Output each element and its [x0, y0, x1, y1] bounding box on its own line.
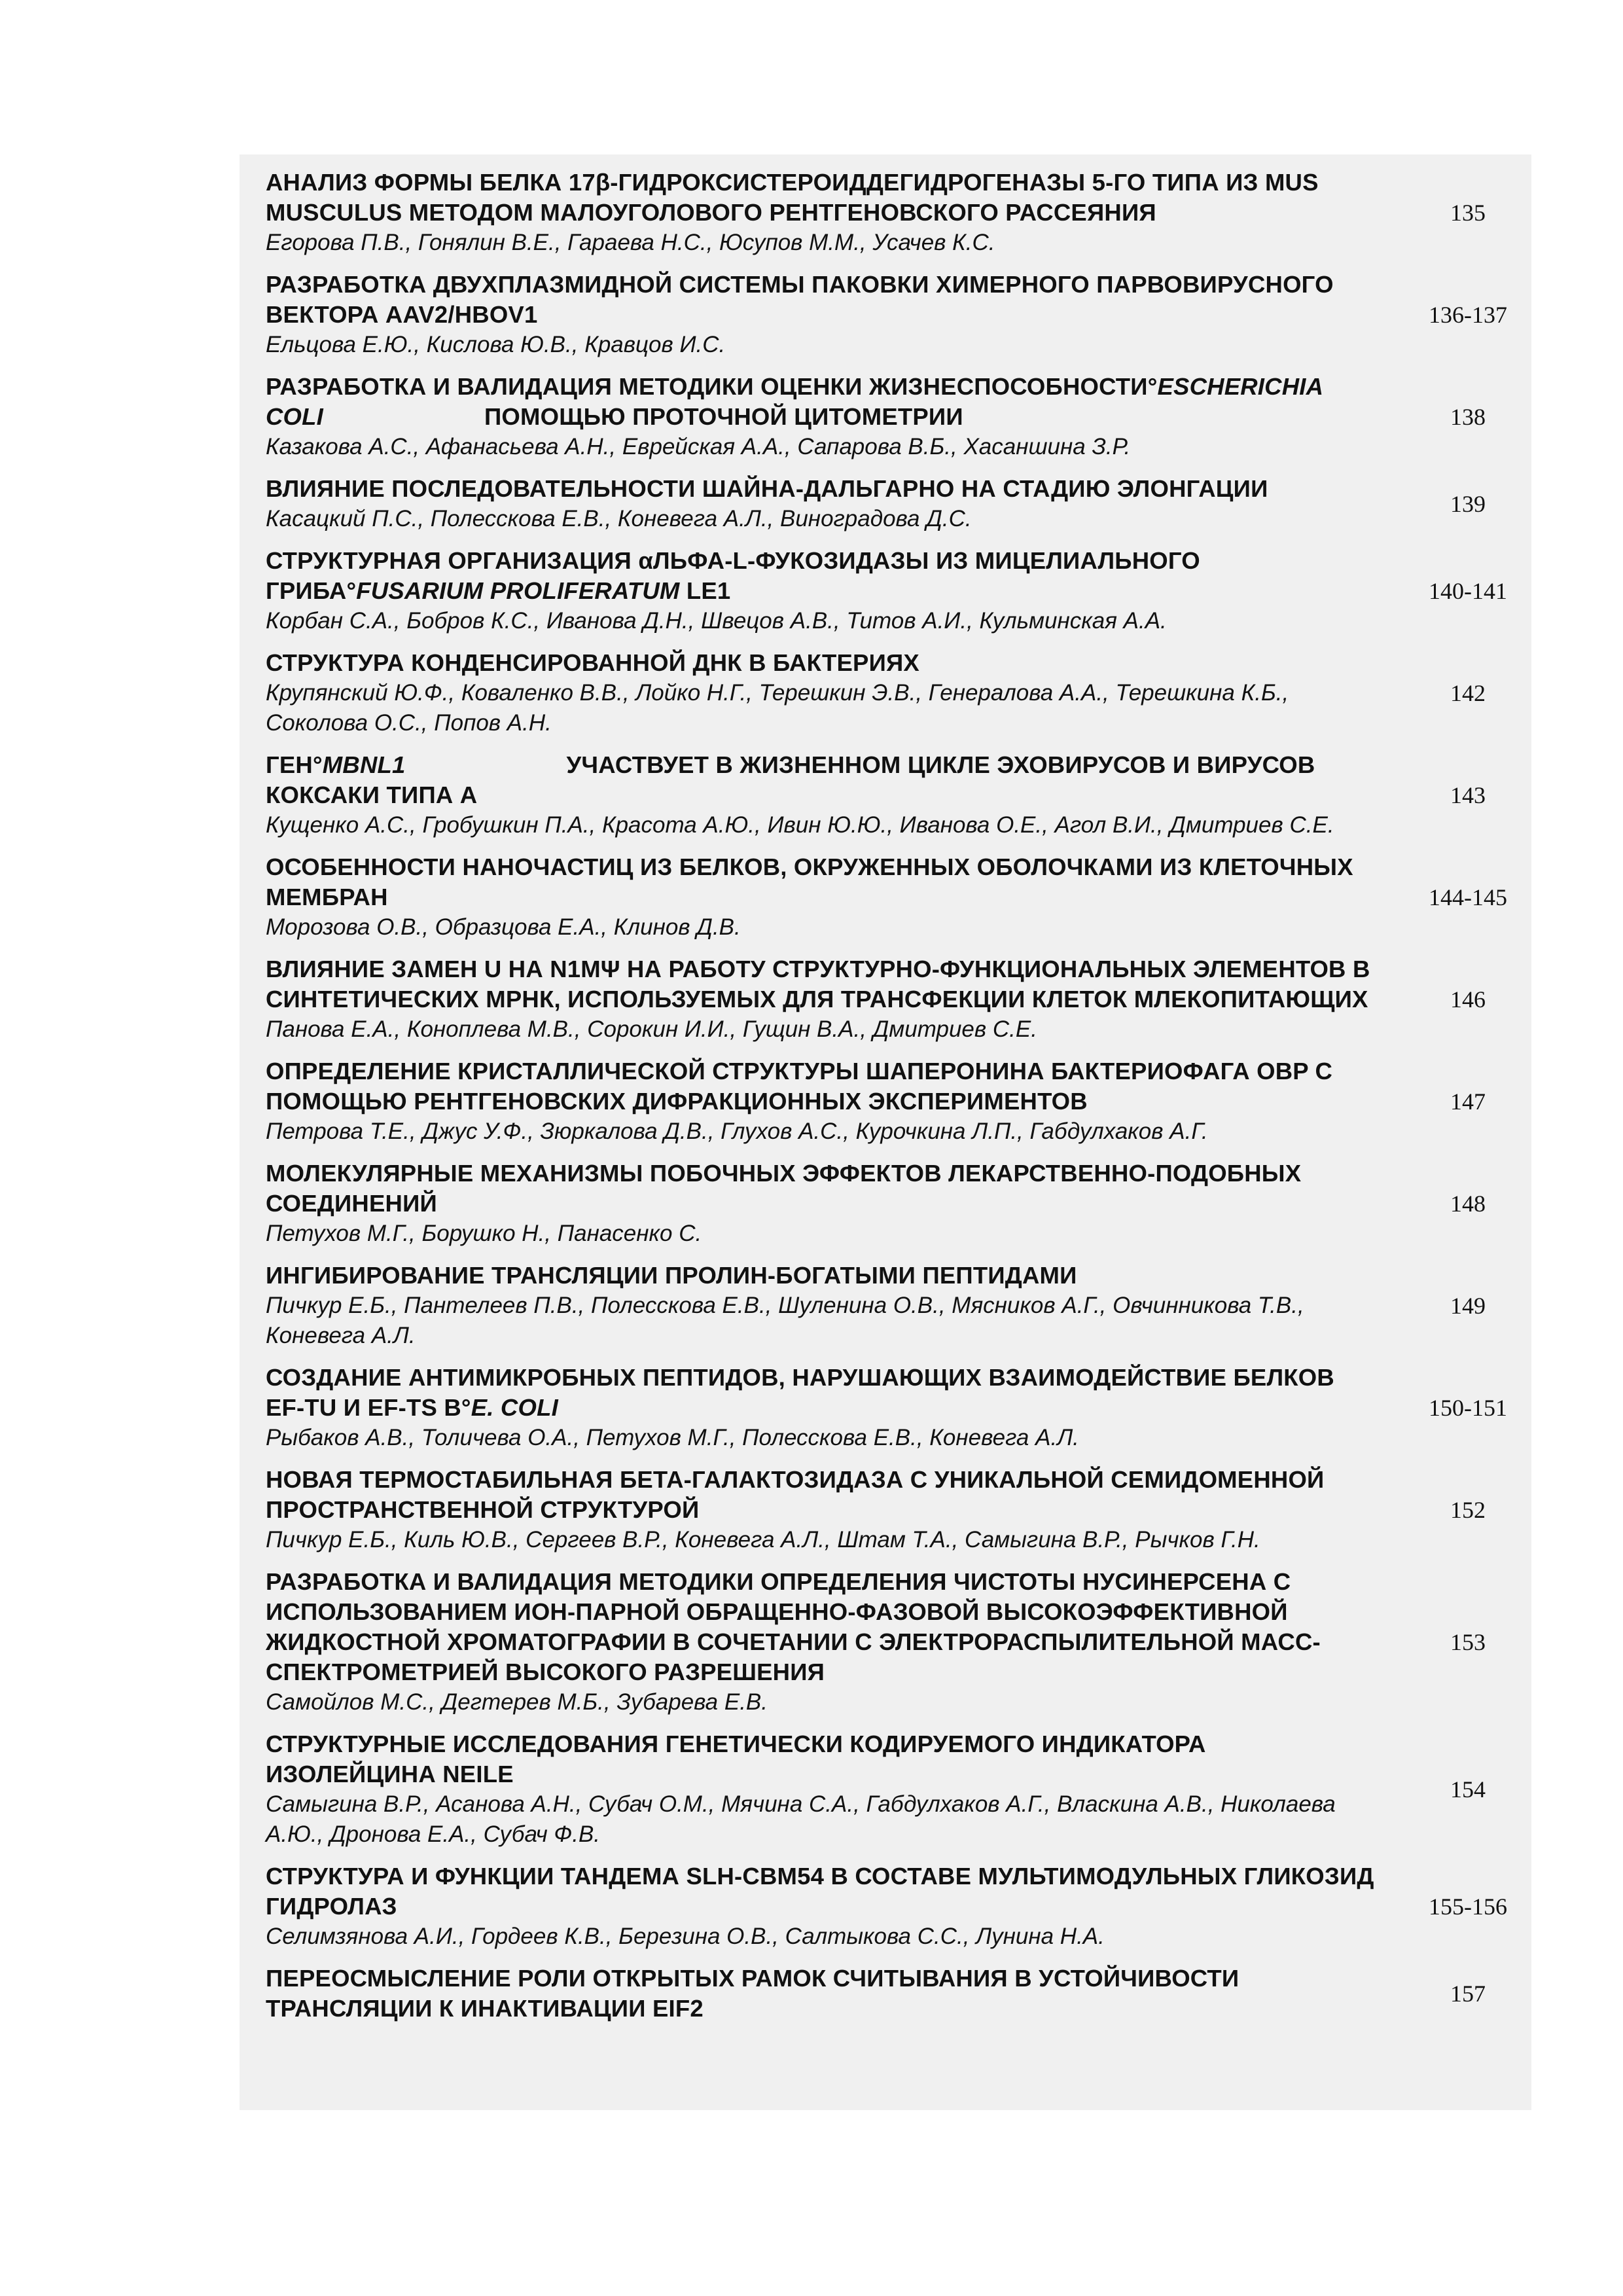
toc-entry: [240, 852, 1531, 942]
entry-title: СТРУКТУРНАЯ ОРГАНИЗАЦИЯ αЛЬФА-L-ФУКОЗИДАЗЫ ИЗ МИЦЕЛИАЛЬНОГО ГРИБА°FUSARIUM PROLIFERATUM LE1: [266, 547, 1200, 604]
entry-page: 148: [1450, 1191, 1486, 1217]
toc-entry: [240, 1363, 1531, 1453]
toc-entry: [240, 1964, 1531, 2024]
toc-entry: [240, 954, 1531, 1045]
entry-title: ОСОБЕННОСТИ НАНОЧАСТИЦ ИЗ БЕЛКОВ, ОКРУЖЕННЫХ ОБОЛОЧКАМИ ИЗ КЛЕТОЧНЫХ МЕМБРАН: [266, 853, 1353, 910]
toc-entry: [240, 1465, 1531, 1555]
entry-authors: Самойлов М.С., Дегтерев М.Б., Зубарева Е.В.: [266, 1689, 768, 1715]
entry-title: ГЕН°MBNL1 УЧАСТВУЕТ В ЖИЗНЕННОМ ЦИКЛЕ ЭХОВИРУСОВ И ВИРУСОВ КОКСАКИ ТИПА А: [266, 751, 1315, 808]
toc-entry: [240, 372, 1531, 462]
entry-title: НОВАЯ ТЕРМОСТАБИЛЬНАЯ БЕТА-ГАЛАКТОЗИДАЗА С УНИКАЛЬНОЙ СЕМИДОМЕННОЙ ПРОСТРАНСТВЕННОЙ СТРУКТУРОЙ: [266, 1466, 1325, 1523]
entry-title: РАЗРАБОТКА И ВАЛИДАЦИЯ МЕТОДИКИ ОЦЕНКИ ЖИЗНЕСПОСОБНОСТИ°ESCHERICHIA COLI ПОМОЩЬЮ ПРОТОЧНОЙ ЦИТОМЕТРИИ: [266, 373, 1323, 430]
toc-entry: [240, 1567, 1531, 1717]
entry-title: АНАЛИЗ ФОРМЫ БЕЛКА 17β-ГИДРОКСИСТЕРОИДДЕГИДРОГЕНАЗЫ 5-ГО ТИПА ИЗ MUS MUSCULUS МЕТОДОМ МАЛОУГОЛОВОГО РЕНТГЕНОВСКОГО РАССЕЯНИЯ: [266, 169, 1319, 226]
organism-name: E. COLI: [471, 1394, 558, 1421]
entry-page: 149: [1450, 1293, 1486, 1319]
entry-page: 147: [1450, 1088, 1486, 1115]
entry-authors: Крупянский Ю.Ф., Коваленко В.В., Лойко Н.Г., Терешкин Э.В., Генералова А.А., Терешкина К.Б., Соколова О.С., Попов А.Н.: [266, 680, 1289, 736]
entry-page: 157: [1450, 1981, 1486, 2007]
toc-list: [240, 168, 1531, 2036]
entry-page: 143: [1450, 782, 1486, 808]
entry-title: СТРУКТУРА КОНДЕНСИРОВАННОЙ ДНК В БАКТЕРИЯХ: [266, 649, 919, 676]
entry-title: ВЛИЯНИЕ ПОСЛЕДОВАТЕЛЬНОСТИ ШАЙНА-ДАЛЬГАРНО НА СТАДИЮ ЭЛОНГАЦИИ: [266, 475, 1268, 502]
entry-page: 142: [1450, 680, 1486, 706]
entry-title: СТРУКТУРА И ФУНКЦИИ ТАНДЕМА SLH-CBM54 В СОСТАВЕ МУЛЬТИМОДУЛЬНЫХ ГЛИКОЗИД ГИДРОЛАЗ: [266, 1863, 1374, 1920]
toc-entry: [240, 474, 1531, 534]
entry-authors: Егорова П.В., Гонялин В.Е., Гараева Н.С., Юсупов М.М., Усачев К.С.: [266, 230, 995, 255]
entry-page: 152: [1450, 1497, 1486, 1523]
toc-entry: [240, 1056, 1531, 1147]
entry-authors: Панова Е.А., Коноплева М.В., Сорокин И.И., Гущин В.А., Дмитриев С.Е.: [266, 1016, 1037, 1042]
organism-name: ESCHERICHIA COLI: [266, 373, 1323, 430]
toc-entry: [240, 1729, 1531, 1850]
entry-page: 135: [1450, 200, 1486, 226]
gene-name: MBNL1: [322, 751, 406, 778]
table-of-contents-panel: [240, 154, 1531, 2110]
entry-authors: Ельцова Е.Ю., Кислова Ю.В., Кравцов И.С.: [266, 332, 726, 357]
entry-authors: Селимзянова А.И., Гордеев К.В., Березина О.В., Салтыкова С.С., Лунина Н.А.: [266, 1924, 1105, 1949]
entry-authors: Корбан С.А., Бобров К.С., Иванова Д.Н., Швецов А.В., Титов А.И., Кульминская А.А.: [266, 608, 1167, 634]
entry-title: РАЗРАБОТКА ДВУХПЛАЗМИДНОЙ СИСТЕМЫ ПАКОВКИ ХИМЕРНОГО ПАРВОВИРУСНОГО ВЕКТОРА AAV2/HBOV1: [266, 271, 1334, 328]
organism-name: FUSARIUM PROLIFERATUM: [356, 577, 680, 604]
entry-page: 140-141: [1429, 578, 1507, 604]
entry-authors: Пичкур Е.Б., Пантелеев П.В., Полесскова Е.В., Шуленина О.В., Мясников А.Г., Овчинникова Т.В., Коневега А.Л.: [266, 1293, 1304, 1348]
entry-authors: Касацкий П.С., Полесскова Е.В., Коневега А.Л., Виноградова Д.С.: [266, 506, 972, 531]
entry-title: ОПРЕДЕЛЕНИЕ КРИСТАЛЛИЧЕСКОЙ СТРУКТУРЫ ШАПЕРОНИНА БАКТЕРИОФАГА OBP С ПОМОЩЬЮ РЕНТГЕНОВСКИХ ДИФРАКЦИОННЫХ ЭКСПЕРИМЕНТОВ: [266, 1058, 1333, 1115]
entry-authors: Самыгина В.Р., Асанова А.Н., Субач О.М., Мячина С.А., Габдулхаков А.Г., Власкина А.В., Николаева А.Ю., Дронова Е.А., Субач Ф.В.: [266, 1791, 1336, 1847]
entry-title: СТРУКТУРНЫЕ ИССЛЕДОВАНИЯ ГЕНЕТИЧЕСКИ КОДИРУЕМОГО ИНДИКАТОРА ИЗОЛЕЙЦИНА NEILE: [266, 1731, 1206, 1787]
entry-title: ВЛИЯНИЕ ЗАМЕН U НА N1MΨ НА РАБОТУ СТРУКТУРНО-ФУНКЦИОНАЛЬНЫХ ЭЛЕМЕНТОВ В СИНТЕТИЧЕСКИХ МРНК, ИСПОЛЬЗУЕМЫХ ДЛЯ ТРАНСФЕКЦИИ КЛЕТОК МЛЕКОПИТАЮЩИХ: [266, 956, 1370, 1013]
entry-title: РАЗРАБОТКА И ВАЛИДАЦИЯ МЕТОДИКИ ОПРЕДЕЛЕНИЯ ЧИСТОТЫ НУСИНЕРСЕНА С ИСПОЛЬЗОВАНИЕМ ИОН-ПАРНОЙ ОБРАЩЕННО-ФАЗОВОЙ ВЫСОКОЭФФЕКТИВНОЙ ЖИДКОСТНОЙ ХРОМАТОГРАФИИ В СОЧЕТАНИИ С ЭЛЕКТРОРАСПЫЛИТЕЛЬНОЙ МАСС-СПЕКТРОМЕТРИЕЙ ВЫСОКОГО РАЗРЕШЕНИЯ: [266, 1568, 1321, 1685]
toc-entry: [240, 270, 1531, 360]
entry-page: 136-137: [1429, 302, 1507, 328]
entry-authors: Морозова О.В., Образцова Е.А., Клинов Д.В.: [266, 914, 741, 940]
entry-page: 155-156: [1429, 1893, 1507, 1920]
toc-entry: [240, 1261, 1531, 1351]
entry-authors: Пичкур Е.Б., Киль Ю.В., Сергеев В.Р., Коневега А.Л., Штам Т.А., Самыгина В.Р., Рычков Г.Н.: [266, 1527, 1260, 1552]
entry-page: 154: [1450, 1776, 1486, 1803]
entry-title: МОЛЕКУЛЯРНЫЕ МЕХАНИЗМЫ ПОБОЧНЫХ ЭФФЕКТОВ ЛЕКАРСТВЕННО-ПОДОБНЫХ СОЕДИНЕНИЙ: [266, 1160, 1302, 1217]
toc-entry: [240, 546, 1531, 636]
entry-authors: Петухов М.Г., Борушко Н., Панасенко С.: [266, 1221, 702, 1246]
toc-entry: [240, 750, 1531, 840]
entry-authors: Кущенко А.С., Гробушкин П.А., Красота А.Ю., Ивин Ю.Ю., Иванова О.Е., Агол В.И., Дмитриев С.Е.: [266, 812, 1334, 838]
entry-title: ПЕРЕОСМЫСЛЕНИЕ РОЛИ ОТКРЫТЫХ РАМОК СЧИТЫВАНИЯ В УСТОЙЧИВОСТИ ТРАНСЛЯЦИИ К ИНАКТИВАЦИИ EIF2: [266, 1965, 1240, 2022]
entry-title: СОЗДАНИЕ АНТИМИКРОБНЫХ ПЕПТИДОВ, НАРУШАЮЩИХ ВЗАИМОДЕЙСТВИЕ БЕЛКОВ EF-TU И EF-TS В°E. COLI: [266, 1364, 1334, 1421]
entry-page: 150-151: [1429, 1395, 1507, 1421]
entry-page: 146: [1450, 986, 1486, 1013]
entry-title: ИНГИБИРОВАНИЕ ТРАНСЛЯЦИИ ПРОЛИН-БОГАТЫМИ ПЕПТИДАМИ: [266, 1262, 1077, 1289]
entry-authors: Рыбаков А.В., Толичева О.А., Петухов М.Г., Полесскова Е.В., Коневега А.Л.: [266, 1425, 1079, 1450]
toc-entry: [240, 1158, 1531, 1249]
entry-page: 144-145: [1429, 884, 1507, 910]
entry-page: 139: [1450, 491, 1486, 517]
toc-entry: [240, 1861, 1531, 1952]
toc-entry: [240, 168, 1531, 258]
toc-entry: [240, 648, 1531, 738]
entry-page: 138: [1450, 404, 1486, 430]
entry-authors: Петрова Т.Е., Джус У.Ф., Зюркалова Д.В., Глухов А.С., Курочкина Л.П., Габдулхаков А.Г.: [266, 1119, 1208, 1144]
entry-authors: Казакова А.С., Афанасьева А.Н., Еврейская А.А., Сапарова В.Б., Хасаншина З.Р.: [266, 434, 1131, 459]
entry-page: 153: [1450, 1629, 1486, 1655]
